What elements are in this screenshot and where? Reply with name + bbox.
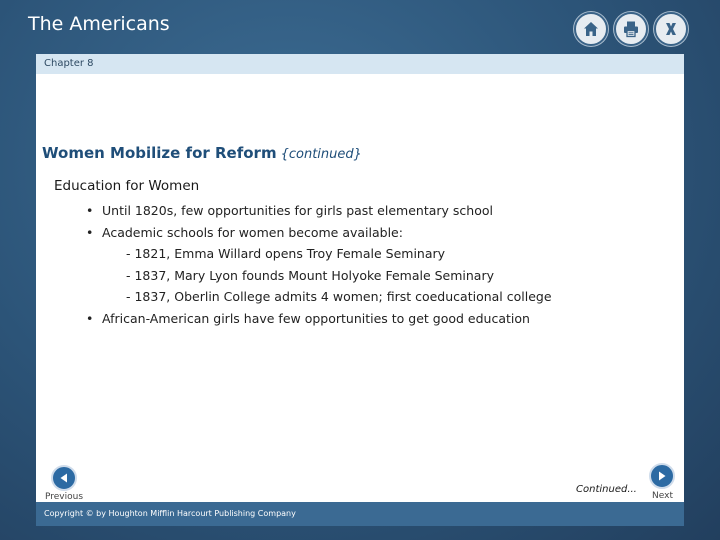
sub-bullet-item: - 1837, Oberlin College admits 4 women; first coeducational college [126,289,552,304]
bullet-list [88,200,552,329]
close-button[interactable] [654,12,688,46]
home-icon [582,20,600,38]
home-button[interactable] [574,12,608,46]
slide-content [36,74,684,502]
close-icon [662,20,680,38]
slide-title [42,144,362,162]
print-icon [622,20,640,38]
bullet-item: • Until 1820s, few opportunities for girls past elementary school [88,200,552,222]
top-toolbar [574,12,688,46]
slide-title-text: Women Mobilize for Reform [42,144,277,162]
previous-label[interactable]: Previous [45,492,84,502]
arrow-right-icon [656,470,668,482]
continued-label: Continued... [576,484,637,495]
app-title: The Americans [28,13,170,35]
copyright-text: Copyright © by Houghton Mifflin Harcourt Publishing Company [44,509,296,518]
copyright-bar [36,502,684,526]
previous-button[interactable] [51,465,77,491]
bullet-item: • African-American girls have few opportunities to get good education [88,308,552,330]
next-label[interactable]: Next [652,491,673,501]
section-heading: Education for Women [54,178,200,194]
next-button[interactable] [649,463,675,489]
slide-title-continued: {continued} [280,147,362,162]
sub-bullet-item: - 1821, Emma Willard opens Troy Female Seminary [126,246,446,261]
bullet-item: • Academic schools for women become available: [88,222,552,244]
print-button[interactable] [614,12,648,46]
chapter-label: Chapter 8 [44,58,94,69]
chapter-bar [36,54,684,74]
sub-bullet-item: - 1837, Mary Lyon founds Mount Holyoke Female Seminary [126,267,495,283]
arrow-left-icon [58,472,70,484]
